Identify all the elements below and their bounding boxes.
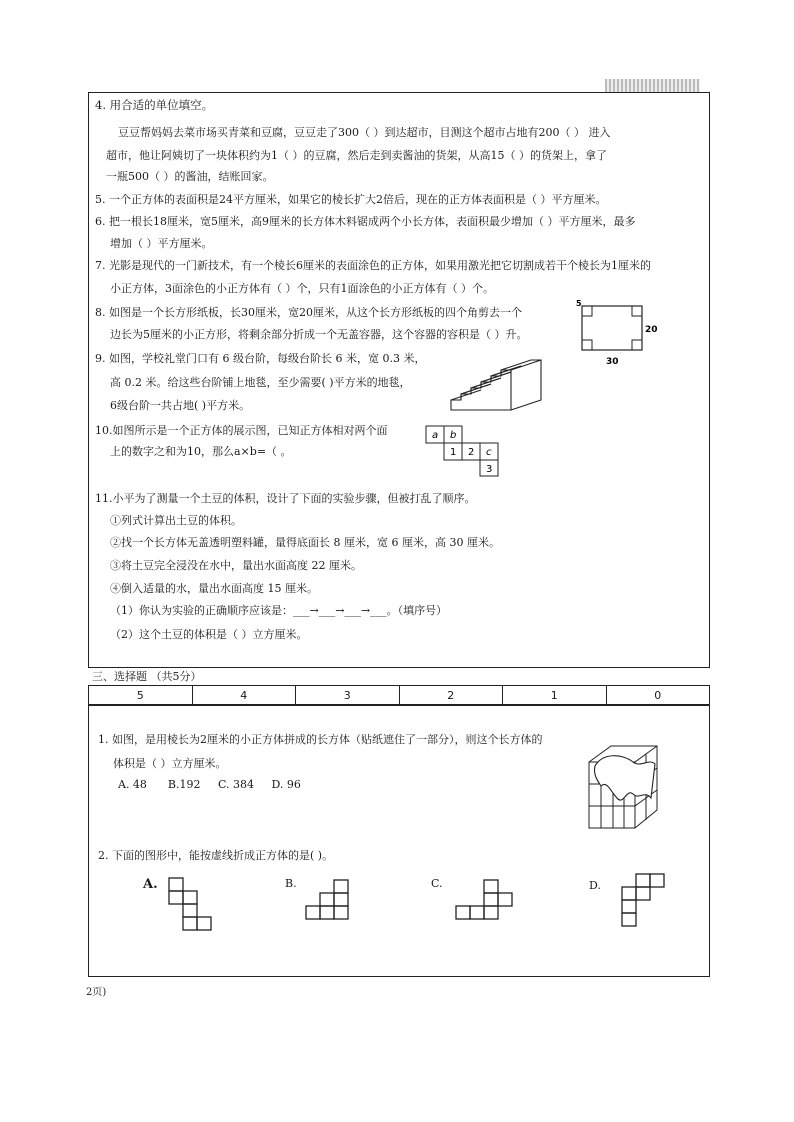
net-option-a[interactable] [165, 876, 217, 936]
q9-line-2: 高 0.2 米。给这些台阶铺上地毯，至少需要( )平方米的地毯， [110, 376, 411, 389]
score-table [88, 685, 710, 705]
q4-line-2: 超市，他让阿姨切了一块体积约为1（ ）的豆腐，然后走到卖酱油的货架，从高15（ ）的货架上，拿了 [106, 149, 607, 162]
q11-step-4: ④倒入适量的水，量出水面高度 15 厘米。 [110, 582, 318, 595]
cuboid-sticker-figure [583, 740, 663, 832]
q11-step-3: ③将土豆完全浸没在水中，量出水面高度 22 厘米。 [110, 559, 362, 572]
mc2-option-a-label[interactable]: A. [143, 877, 158, 892]
mc1-line-2: 体积是（ ）立方厘米。 [113, 757, 227, 770]
q5: 5. 一个正方体的表面积是24平方厘米，如果它的棱长扩大2倍后，现在的正方体表面积是（ ）平方厘米。 [95, 193, 607, 206]
score-cell[interactable]: 5 [89, 686, 193, 705]
net-option-b[interactable] [302, 876, 362, 924]
q8-line-2: 边长为5厘米的小正方形，将剩余部分折成一个无盖容器，这个容器的容积是（ ）升。 [110, 328, 528, 341]
fig-label-5: 5 [576, 299, 582, 308]
q11-step-2: ②找一个长方体无盖透明塑料罐，量得底面长 8 厘米，宽 6 厘米，高 30 厘米。 [110, 536, 500, 549]
fig-label-20: 20 [645, 325, 658, 335]
net-2: 2 [468, 447, 475, 458]
score-cell[interactable]: 2 [399, 686, 503, 705]
net-option-d[interactable] [604, 870, 670, 930]
net-c: c [486, 447, 492, 458]
q4-line-1: 豆豆帮妈妈去菜市场买青菜和豆腐，豆豆走了300（ ）到达超市，目测这个超市占地有200（ ） 进入 [118, 126, 611, 139]
q10-line-1: 10.如图所示是一个正方体的展示图，已知正方体相对两个面 [95, 424, 388, 437]
q6-line-2: 增加（ ）平方厘米。 [110, 237, 213, 250]
net-option-c[interactable] [452, 876, 518, 924]
q11-part-1: （1）你认为实验的正确顺序应该是：___→___→___→___。（填序号） [110, 604, 448, 617]
mc2-option-d-label[interactable]: D. [589, 879, 601, 892]
mc2-stem: 2. 下面的图形中，能按虚线折成正方体的是( )。 [98, 849, 334, 862]
score-cell[interactable]: 1 [503, 686, 607, 705]
score-cell[interactable]: 4 [192, 686, 296, 705]
q9-line-3: 6级台阶一共占地( )平方米。 [110, 399, 251, 412]
net-1: 1 [450, 447, 457, 458]
q9-line-1: 9. 如图，学校礼堂门口有 6 级台阶，每级台阶长 6 米，宽 0.3 米， [95, 352, 426, 365]
net-a: a [432, 430, 439, 441]
mc2-option-b-label[interactable]: B. [285, 877, 297, 890]
q8-line-1: 8. 如图是一个长方形纸板，长30厘米，宽20厘米，从这个长方形纸板的四个角剪去一个 [95, 306, 522, 319]
q11-part-2: （2）这个土豆的体积是（ ）立方厘米。 [110, 628, 308, 641]
q7-line-1: 7. 光影是现代的一门新技术，有一个棱长6厘米的表面涂色的正方体，如果用激光把它切割成若干个棱长为1厘米的 [95, 259, 651, 272]
score-cell[interactable]: 3 [296, 686, 400, 705]
section3-title: 三、选择题 （共5分） [92, 670, 202, 683]
mc1-line-1: 1. 如图，是用棱长为2厘米的小正方体拼成的长方体（贴纸遮住了一部分），则这个长方体的 [98, 733, 543, 746]
q10-line-2: 上的数字之和为10，那么a×b=（ 。 [110, 445, 292, 458]
fig-label-30: 30 [606, 357, 619, 367]
q4-title: 4. 用合适的单位填空。 [95, 98, 214, 112]
net-3: 3 [486, 464, 493, 475]
corner-stamp [605, 79, 700, 93]
q4-line-3: 一瓶500（ ）的酱油，结账回家。 [106, 170, 274, 183]
cardboard-figure [572, 298, 662, 368]
q7-line-2: 小正方体，3面涂色的小正方体有（ ）个，只有1面涂色的小正方体有（ ）个。 [110, 282, 494, 295]
cube-net-figure [422, 424, 506, 478]
net-b: b [450, 430, 457, 441]
q11-title: 11.小平为了测量一个土豆的体积，设计了下面的实验步骤，但被打乱了顺序。 [95, 492, 476, 505]
mc1-options: A. 48 B.192 C. 384 D. 96 [118, 778, 301, 791]
stairs-figure [445, 352, 555, 414]
q11-step-1: ①列式计算出土豆的体积。 [110, 514, 242, 527]
mc2-option-c-label[interactable]: C. [431, 877, 443, 890]
score-cell[interactable]: 0 [606, 686, 710, 705]
page-footer: 2页) [86, 987, 107, 998]
q6-line-1: 6. 把一根长18厘米，宽5厘米，高9厘米的长方体木料锯成两个小长方体，表面积最少增加（ ）平方厘米，最多 [95, 215, 636, 228]
